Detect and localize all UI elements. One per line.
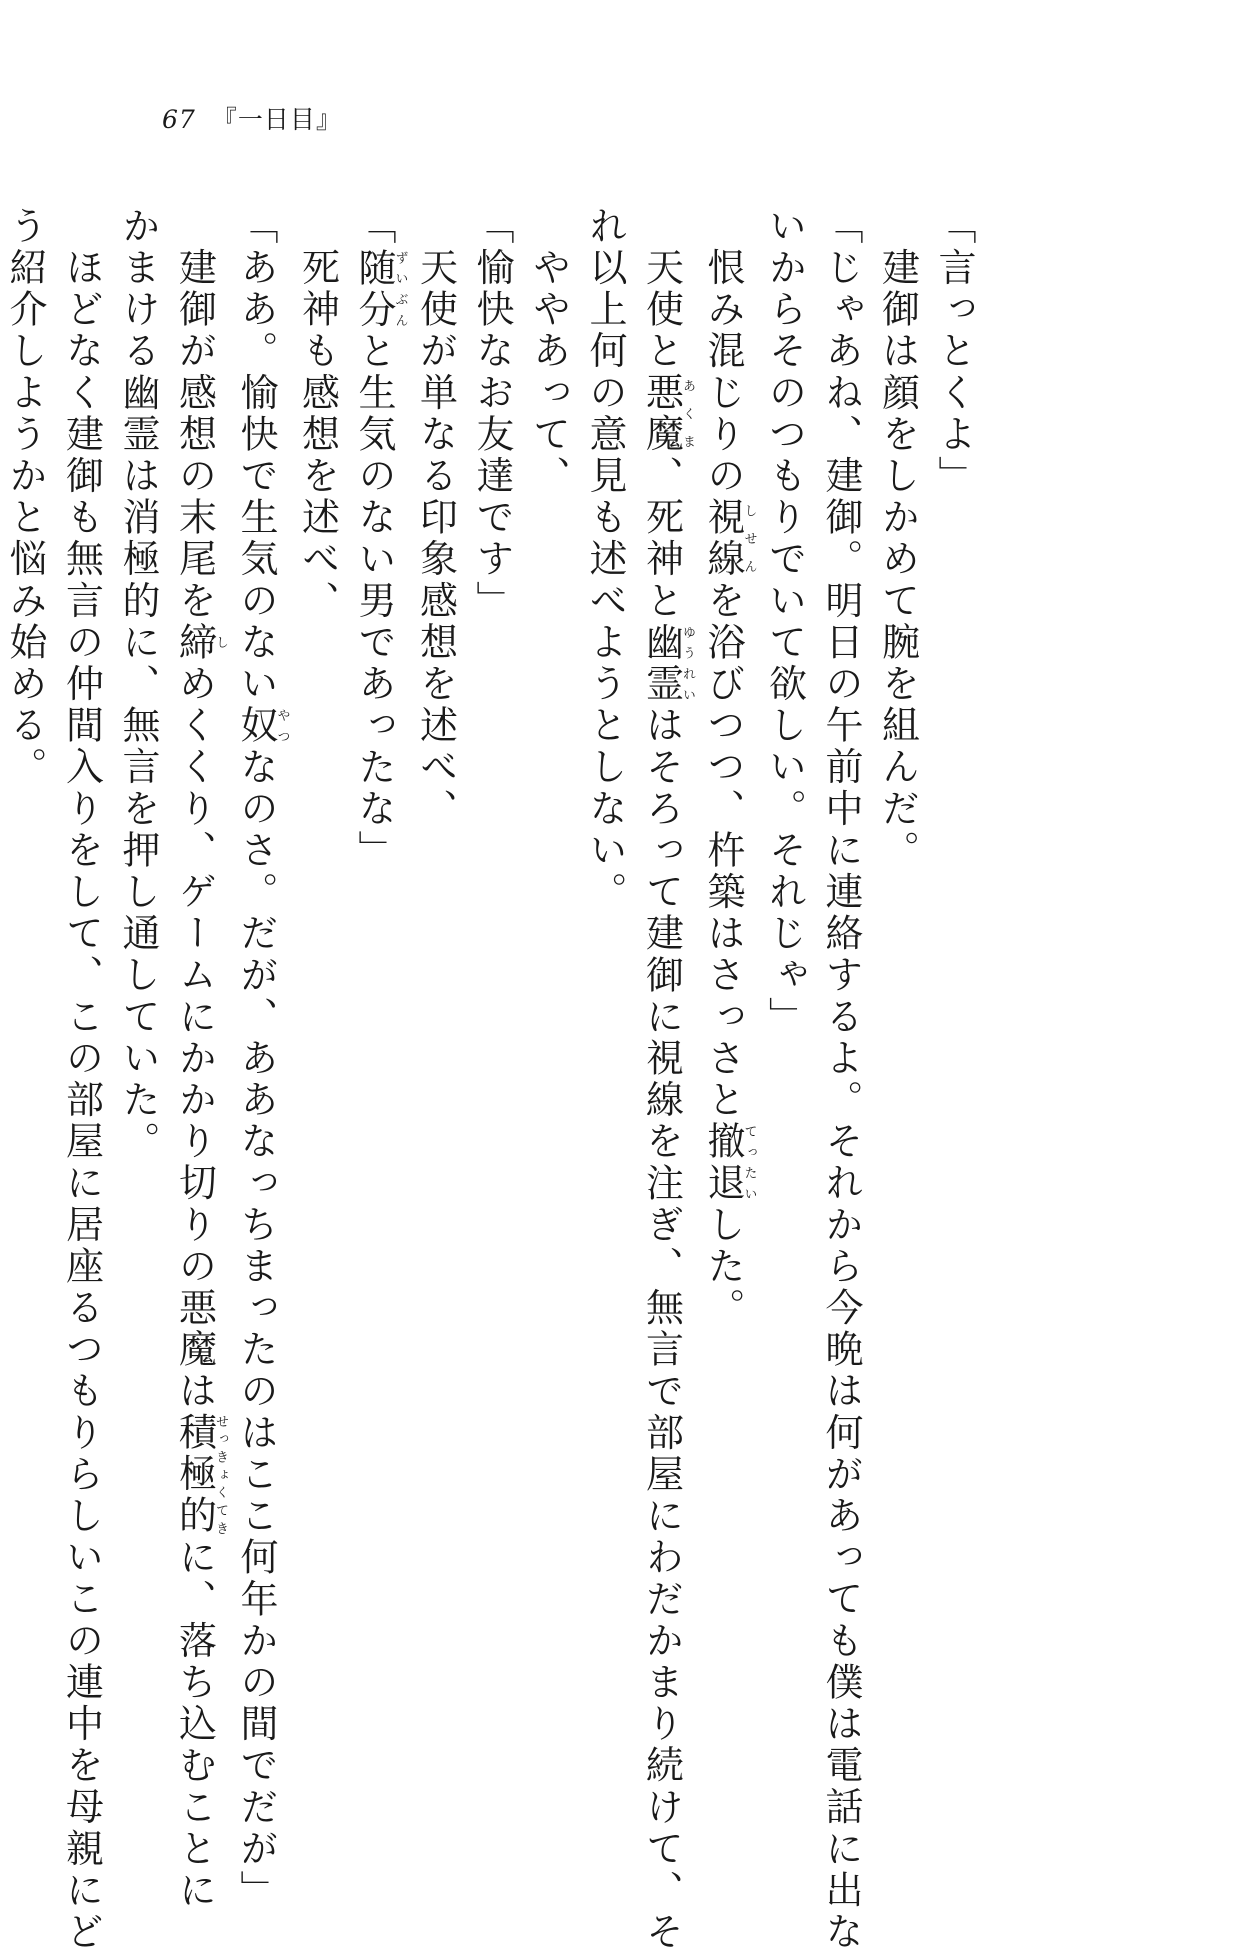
text-line: ほどなく建御も無言の仲間入りをして、この部屋に居座るつもりらしいこの連中を母親にど: [59, 206, 104, 1953]
page-header: [162, 100, 342, 136]
furigana: 撤退てったい: [701, 1121, 757, 1205]
text-line: 天使と悪魔あくま、死神と幽霊ゆうれいはそろって建御に視線を注ぎ、無言で部屋にわだかまり続けて、そ: [639, 206, 695, 1953]
furigana: 悪魔あくま: [639, 372, 695, 456]
text-line: 死神も感想を述べ、: [295, 206, 340, 622]
text-line: 恨み混じりの視線しせんを浴びつつ、杵築はさっさと撤退てったいした。: [701, 206, 757, 1330]
furigana: 締し: [172, 622, 228, 664]
text-line: 「言っとくよ」: [932, 206, 976, 498]
text-line: 建御は顔をしかめて腕を組んだ。: [875, 206, 920, 872]
body-text: [0, 206, 982, 1953]
furigana: 随分ずいぶん: [352, 247, 408, 331]
text-line: かまける幽霊は消極的に、無言を押し通していた。: [116, 206, 160, 1163]
text-line: いからそのつもりでいて欲しい。それじゃ」: [762, 206, 807, 1038]
furigana: 奴やつ: [234, 705, 290, 747]
text-line: 「随分ずいぶんと生気のない男であったな」: [352, 206, 408, 872]
text-line: れ以上何の意見も述べようとしない。: [583, 206, 627, 914]
text-line: ややあって、: [526, 206, 571, 498]
text-line: 天使が単なる印象感想を述べ、: [413, 206, 458, 830]
furigana: 視線しせん: [701, 497, 757, 581]
text-line: 「ああ。愉快で生気のない奴やつなのさ。だが、ああなっちまったのはここ何年かの間でだが」: [234, 206, 290, 1912]
furigana: 積極的せっきょくてき: [172, 1412, 228, 1538]
text-line: 「じゃあね、建御。明日の午前中に連絡するよ。それから今晩は何があっても僕は電話に出な: [819, 206, 863, 1953]
text-line: 「愉快なお友達です」: [470, 206, 514, 622]
page-number: 67: [162, 105, 196, 134]
furigana: 幽霊ゆうれい: [639, 622, 695, 706]
text-line: う紹介しようかと悩み始める。: [3, 206, 47, 789]
chapter-title: 『一日目』: [211, 105, 342, 134]
text-line: 建御が感想の末尾を締しめくくり、ゲームにかかり切りの悪魔は積極的せっきょくてきに、落ち込むことに: [172, 206, 228, 1912]
